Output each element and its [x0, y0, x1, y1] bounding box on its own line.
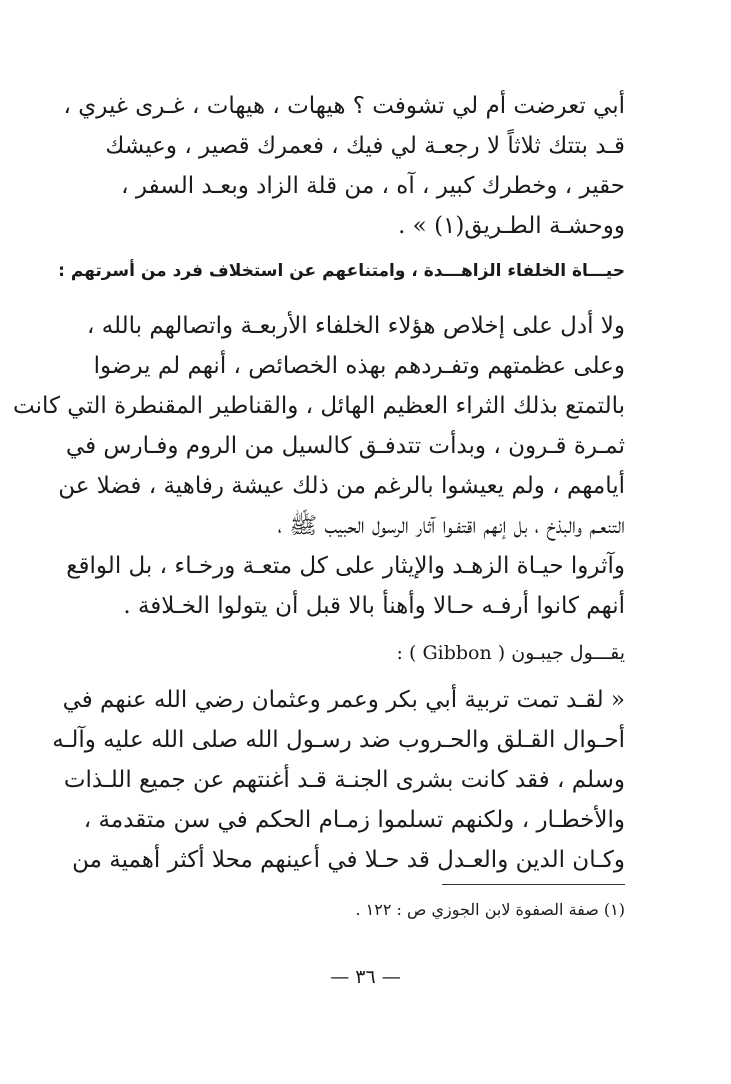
paragraph-3 — [52, 680, 625, 880]
paragraph-1 — [63, 86, 625, 246]
text-line: « لقـد تمت تربية أبي بكر وعمر وعثمان رضي الله عنهم في — [62, 687, 625, 713]
paragraph-2 — [13, 306, 625, 626]
text-line: ثمـرة قـرون ، وبدأت تتدفـق كالسيل من الروم وفـارس في — [65, 433, 625, 459]
text-line: حقير ، وخطرك كبير ، آه ، من قلة الزاد وبعـد السفر ، — [121, 173, 625, 199]
text-line: بالتمتع بذلك الثراء العظيم الهائل ، والقناطير المقنطرة التي كانت — [13, 393, 625, 419]
text-line: أيامهم ، ولم يعيشوا بالرغم من ذلك عيشة رفاهية ، فضلا عن — [58, 473, 625, 499]
text-line: أحـوال القـلق والحـروب ضد رسـول الله صلى الله عليه وآلـه — [52, 727, 625, 753]
footnote: (١) صفة الصفوة لابن الجوزي ص : ١٢٢ . — [355, 900, 625, 919]
text-line: أنهم كانوا أرفـه حـالا وأهنأ بالا قبل أن يتولوا الخـلافة . — [123, 593, 625, 619]
text-line: وآثروا حيـاة الزهـد والإيثار على كل متعـة ورخـاء ، بل الواقع — [66, 553, 625, 579]
quote-intro: يقـــول جيبـون ( Gibbon ) : — [396, 642, 625, 664]
footnote-divider — [442, 884, 625, 885]
text-line: وعلى عظمتهم وتفـردهم بهذه الخصائص ، أنهم لم يرضوا — [93, 353, 625, 379]
text-line: وسلم ، فقد كانت بشرى الجنـة قـد أغنتهم عن جميع اللـذات — [63, 767, 625, 793]
text-line: ووحشـة الطـريق(١) » . — [398, 213, 625, 239]
text-line: أبي تعرضت أم لي تشوفت ؟ هيهات ، هيهات ، غـرى غيري ، — [63, 93, 625, 119]
text-line: التنعـم والبذخ ، بل إنهم اقتفـوا آثار الرسول الحبيب ﷺ ، — [277, 513, 625, 539]
text-line: ولا أدل على إخلاص هؤلاء الخلفاء الأربعـة واتصالهم بالله ، — [86, 313, 625, 339]
page-number: — ٣٦ — — [330, 966, 401, 988]
section-heading: حيـــاة الخلفاء الزاهـــدة ، وامتناعهم عن استخلاف فرد من أسرتهم : — [58, 261, 625, 281]
text-line: وكـان الدين والعـدل قد حـلا في أعينهم محلا أكثر أهمية من — [72, 847, 625, 873]
text-line: والأخطـار ، ولكنهم تسلموا زمـام الحكم في سن متقدمة ، — [83, 807, 625, 833]
text-line: قـد بتتك ثلاثاً لا رجعـة لي فيك ، فعمرك قصير ، وعيشك — [105, 133, 625, 159]
